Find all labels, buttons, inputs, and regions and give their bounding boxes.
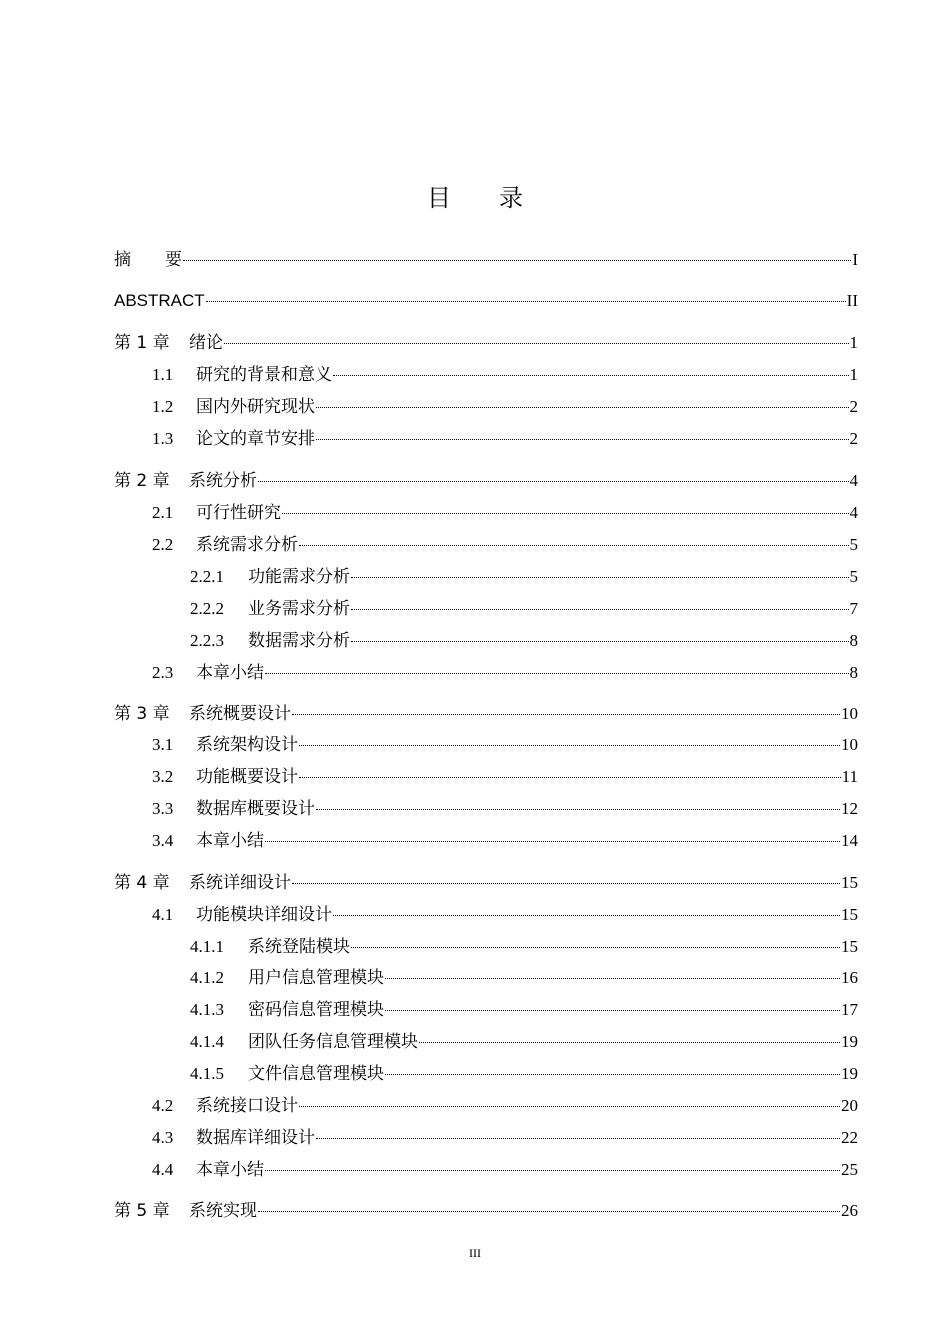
toc-entry[interactable] (152, 1160, 858, 1180)
toc-entry-label: 系统概要设计 (189, 704, 291, 724)
toc-page-number: 1 (849, 333, 858, 352)
toc-entry[interactable] (114, 250, 858, 270)
toc-page-number: 15 (841, 905, 858, 924)
toc-leader-dots (292, 883, 840, 884)
toc-entry[interactable] (152, 429, 858, 449)
toc-entry[interactable] (114, 291, 858, 311)
toc-leader-dots (224, 343, 849, 344)
toc-entry-label: 系统需求分析 (196, 535, 298, 555)
toc-entry-label: 功能模块详细设计 (196, 905, 332, 925)
toc-page-number: 12 (841, 799, 858, 818)
toc-leader-dots (265, 841, 840, 842)
toc-entry-label: 密码信息管理模块 (248, 1000, 384, 1020)
toc-entry-number: 3.2 (152, 767, 174, 786)
toc-page-number: 22 (841, 1128, 858, 1147)
toc-entry-number: 2.1 (152, 503, 174, 522)
toc-page-number: 26 (841, 1201, 858, 1220)
toc-entry-number: 4.4 (152, 1160, 174, 1179)
toc-entry[interactable] (190, 937, 858, 957)
toc-entry-number: 3.3 (152, 799, 174, 818)
toc-entry[interactable] (114, 704, 858, 724)
toc-entry-label: 系统详细设计 (189, 873, 291, 893)
toc-entry-number: 4.1.2 (190, 968, 224, 987)
toc-leader-dots (292, 714, 840, 715)
toc-entry-label: 系统接口设计 (196, 1096, 298, 1116)
toc-entry-number: 2.2.2 (190, 599, 224, 618)
toc-page-number: 19 (841, 1032, 858, 1051)
toc-entry[interactable] (114, 333, 858, 353)
toc-entry-number: 3.1 (152, 735, 174, 754)
title-char-2: 录 (499, 184, 523, 212)
toc-page-number: 2 (849, 429, 858, 448)
toc-entry-label: 团队任务信息管理模块 (248, 1032, 418, 1052)
toc-leader-dots (316, 809, 840, 810)
toc-entry-label: 摘 要 (114, 250, 182, 270)
toc-page-number: 5 (849, 567, 858, 586)
toc-entry-label: 可行性研究 (196, 503, 281, 523)
toc-entry-number: 2.2.1 (190, 567, 224, 586)
page-number-footer: III (469, 1246, 481, 1260)
toc-entry-label: 功能需求分析 (248, 567, 350, 587)
toc-page-number: 15 (841, 873, 858, 892)
toc-entry-number: 4.1.1 (190, 937, 224, 956)
toc-leader-dots (282, 513, 849, 514)
toc-entry-label: 业务需求分析 (248, 599, 350, 619)
toc-entry[interactable] (114, 471, 858, 491)
toc-entry-number: 第 5 章 (114, 1201, 170, 1221)
toc-entry[interactable] (152, 397, 858, 417)
toc-entry[interactable] (190, 631, 858, 651)
toc-entry-number: 第 3 章 (114, 704, 170, 724)
toc-entry-number: 4.1.4 (190, 1032, 224, 1051)
toc-leader-dots (351, 577, 849, 578)
toc-entry[interactable] (190, 1000, 858, 1020)
toc-leader-dots (351, 947, 840, 948)
toc-page-number: 7 (849, 599, 858, 618)
toc-entry-label: 文件信息管理模块 (248, 1064, 384, 1084)
toc-entry[interactable] (152, 799, 858, 819)
toc-entry-label: 用户信息管理模块 (248, 968, 384, 988)
toc-entry-number: 第 2 章 (114, 471, 170, 491)
toc-leader-dots (265, 673, 849, 674)
toc-page-number: 11 (841, 767, 858, 786)
toc-entry[interactable] (152, 767, 858, 787)
toc-entry[interactable] (152, 735, 858, 755)
toc-entry[interactable] (190, 968, 858, 988)
toc-leader-dots (316, 439, 849, 440)
toc-leader-dots (258, 481, 849, 482)
toc-entry-label: 国内外研究现状 (196, 397, 315, 417)
toc-page-number: 10 (841, 704, 858, 723)
toc-entry-label: 系统分析 (189, 471, 257, 491)
toc-entry-number: 1.1 (152, 365, 174, 384)
toc-leader-dots (299, 745, 840, 746)
toc-page-number: 15 (841, 937, 858, 956)
toc-entry-label: 数据库详细设计 (196, 1128, 315, 1148)
toc-page-number: 10 (841, 735, 858, 754)
toc-entry-label: 系统架构设计 (196, 735, 298, 755)
toc-leader-dots (299, 545, 849, 546)
toc-entry[interactable] (190, 567, 858, 587)
toc-leader-dots (385, 1010, 840, 1011)
toc-entry-number: 4.1.3 (190, 1000, 224, 1019)
toc-page-number: 4 (849, 471, 858, 490)
toc-page-number: II (846, 291, 858, 310)
toc-leader-dots (299, 777, 841, 778)
toc-leader-dots (316, 407, 849, 408)
toc-entry-label: 本章小结 (196, 831, 264, 851)
toc-entry[interactable] (152, 905, 858, 925)
toc-leader-dots (351, 609, 849, 610)
toc-leader-dots (206, 301, 846, 302)
toc-entry[interactable] (152, 831, 858, 851)
toc-entry-number: 3.4 (152, 831, 174, 850)
toc-leader-dots (265, 1170, 840, 1171)
toc-entry[interactable] (152, 365, 858, 385)
toc-page-number: 4 (849, 503, 858, 522)
toc-leader-dots (385, 978, 840, 979)
toc-entry[interactable] (152, 663, 858, 683)
toc-entry-label: 功能概要设计 (196, 767, 298, 787)
toc-entry[interactable] (190, 599, 858, 619)
toc-entry-label: 本章小结 (196, 663, 264, 683)
toc-page-number: 25 (841, 1160, 858, 1179)
toc-leader-dots (299, 1106, 840, 1107)
toc-leader-dots (316, 1138, 840, 1139)
toc-leader-dots (385, 1074, 840, 1075)
toc-entry[interactable] (152, 1096, 858, 1116)
toc-entry-label: 本章小结 (196, 1160, 264, 1180)
toc-leader-dots (419, 1042, 840, 1043)
toc-entry-number: 2.2 (152, 535, 174, 554)
toc-page-number: 14 (841, 831, 858, 850)
toc-leader-dots (258, 1211, 840, 1212)
toc-page-number: 16 (841, 968, 858, 987)
title-char-1: 目 (427, 184, 451, 212)
toc-page-number: 19 (841, 1064, 858, 1083)
toc-entry[interactable] (114, 873, 858, 893)
toc-page-number: 8 (849, 663, 858, 682)
toc-entry[interactable] (190, 1064, 858, 1084)
toc-entry[interactable] (152, 535, 858, 555)
toc-entry-number: 4.1 (152, 905, 174, 924)
toc-entry-label: ABSTRACT (114, 291, 205, 310)
toc-page-number: 1 (849, 365, 858, 384)
toc-entry[interactable] (152, 1128, 858, 1148)
toc-entry[interactable] (190, 1032, 858, 1052)
toc-entry-label: 系统实现 (189, 1201, 257, 1221)
toc-page-number: 17 (841, 1000, 858, 1019)
toc-entry-label: 论文的章节安排 (196, 429, 315, 449)
toc-page-number: 2 (849, 397, 858, 416)
toc-entry-label: 系统登陆模块 (248, 937, 350, 957)
toc-page-number: I (852, 250, 858, 269)
toc-entry-number: 2.2.3 (190, 631, 224, 650)
toc-entry-label: 数据需求分析 (248, 631, 350, 651)
toc-leader-dots (333, 375, 849, 376)
toc-entry-label: 数据库概要设计 (196, 799, 315, 819)
toc-page-number: 20 (841, 1096, 858, 1115)
toc-entry[interactable] (152, 503, 858, 523)
toc-leader-dots (333, 915, 840, 916)
toc-entry-number: 1.3 (152, 429, 174, 448)
toc-entry-label: 研究的背景和意义 (196, 365, 332, 385)
toc-entry-number: 第 4 章 (114, 873, 170, 893)
toc-entry[interactable] (114, 1201, 858, 1221)
toc-entry-number: 4.2 (152, 1096, 174, 1115)
toc-page-number: 8 (849, 631, 858, 650)
toc-entry-number: 第 1 章 (114, 333, 170, 353)
toc-entry-number: 4.1.5 (190, 1064, 224, 1083)
toc-page-number: 5 (849, 535, 858, 554)
toc-entry-label: 绪论 (189, 333, 223, 353)
toc-leader-dots (183, 260, 851, 261)
toc-entry-number: 4.3 (152, 1128, 174, 1147)
toc-entry-number: 2.3 (152, 663, 174, 682)
toc-entry-number: 1.2 (152, 397, 174, 416)
toc-leader-dots (351, 641, 849, 642)
